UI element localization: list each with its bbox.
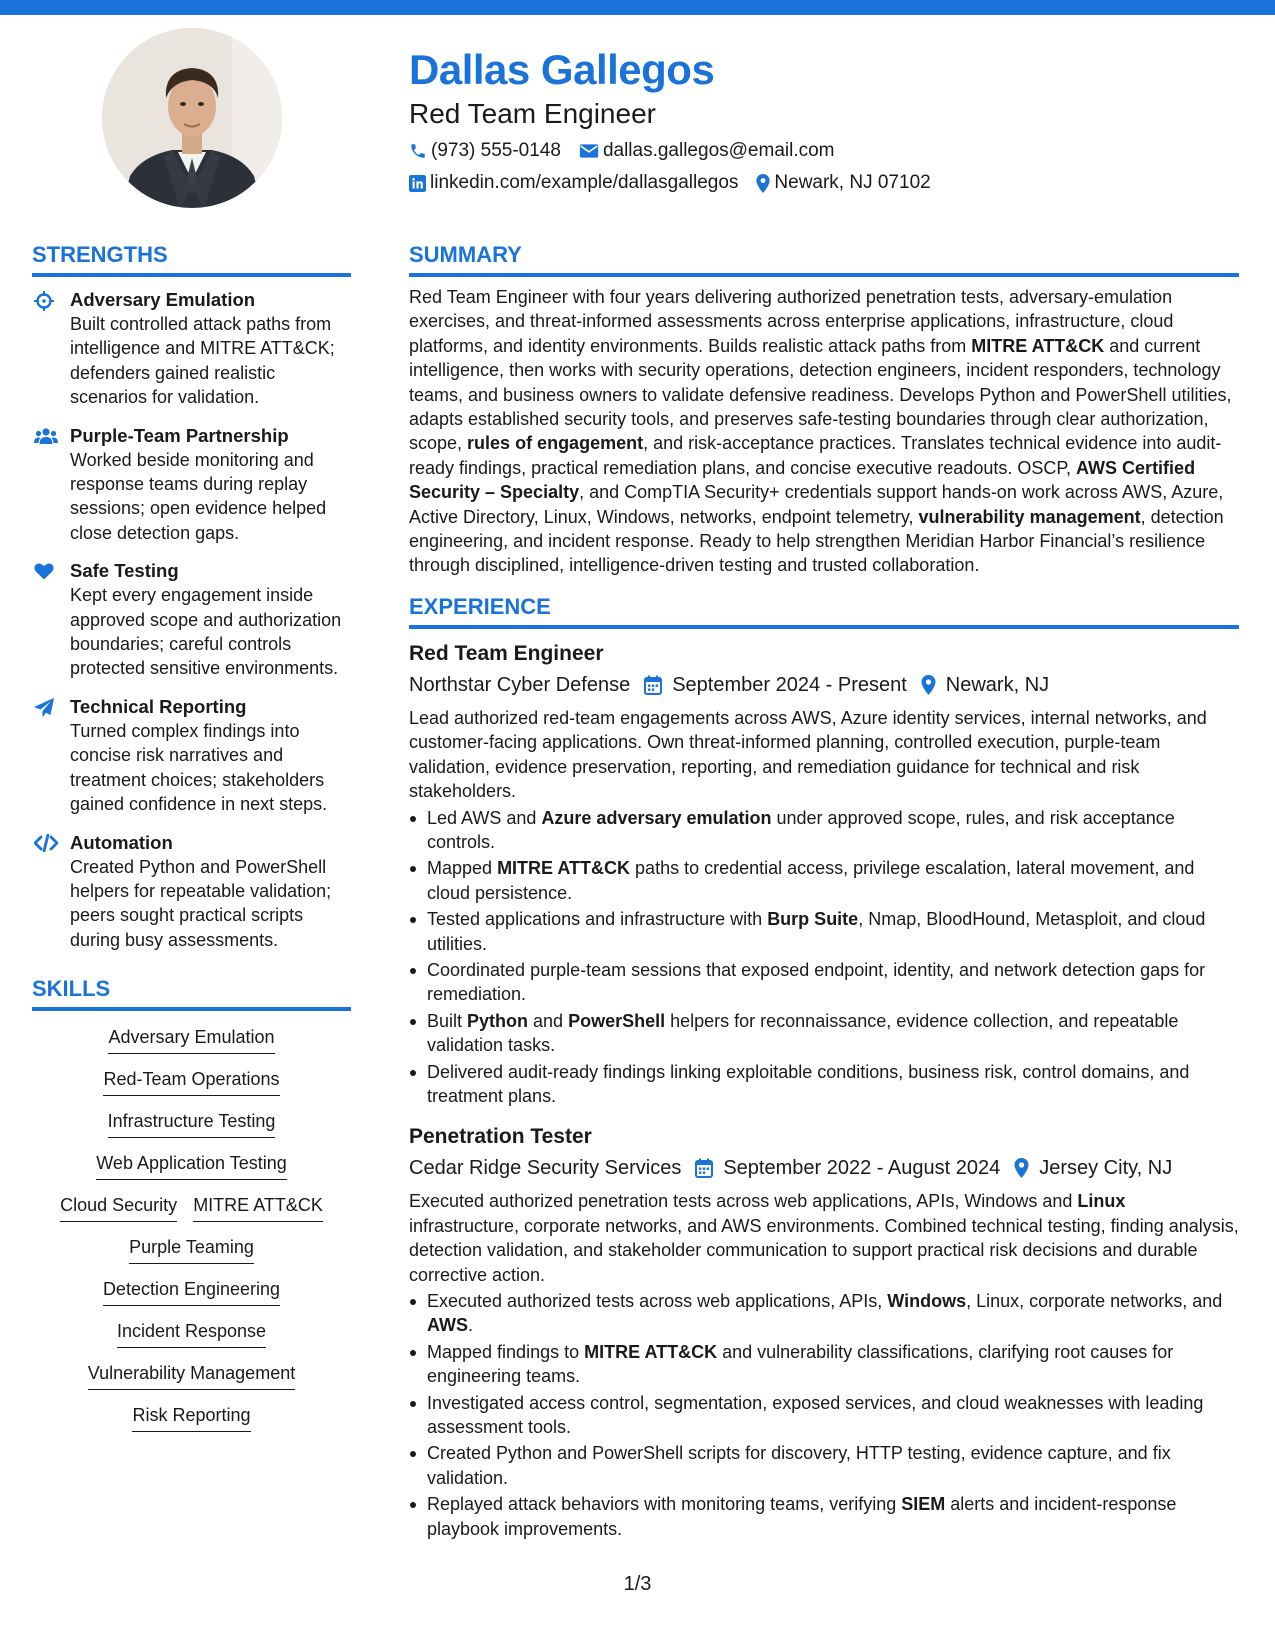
company-item bbox=[409, 670, 630, 700]
email-text: dallas.gallegos@email.com bbox=[602, 140, 835, 161]
linkedin-icon bbox=[409, 175, 426, 192]
job-entry bbox=[409, 639, 1239, 1109]
job-desc-segment: Executed authorized penetration tests across web applications, APIs, Windows and bbox=[409, 1191, 1078, 1212]
bullet-emphasis: Azure adversary emulation bbox=[541, 807, 772, 828]
right-column bbox=[409, 240, 1239, 1543]
bullet-item bbox=[409, 1441, 1239, 1490]
map-pin-icon bbox=[921, 675, 936, 695]
company-name: Northstar Cyber Defense bbox=[409, 673, 631, 696]
contact-row-1 bbox=[409, 138, 1229, 164]
envelope-icon bbox=[579, 143, 599, 159]
skill-tag: Vulnerability Management bbox=[88, 1361, 295, 1390]
strength-item bbox=[32, 288, 351, 410]
strength-title: Purple-Team Partnership bbox=[70, 424, 289, 446]
bullet-item bbox=[409, 1009, 1239, 1058]
left-column bbox=[32, 240, 351, 1445]
skill-tag: Risk Reporting bbox=[132, 1403, 250, 1432]
summary-segment: , and CompTIA Security+ credentials support hands-on work across AWS, Azure, Active Directory, Linux, Windows, networks, endpoint telemetry, bbox=[409, 482, 1224, 527]
bullet-segment: Coordinated purple-team sessions that exposed endpoint, identity, and network detection gaps for remediation. bbox=[427, 959, 1206, 1005]
strength-title: Safe Testing bbox=[70, 560, 179, 582]
bullet-emphasis: PowerShell bbox=[568, 1010, 666, 1031]
bullet-emphasis: Python bbox=[467, 1010, 529, 1031]
bullet-emphasis: MITRE ATT&CK bbox=[497, 858, 631, 879]
profile-photo bbox=[102, 28, 282, 208]
job-dates: September 2022 - August 2024 bbox=[723, 1157, 1001, 1180]
skills-heading: SKILLS bbox=[32, 974, 351, 1011]
company-name: Cedar Ridge Security Services bbox=[409, 1157, 682, 1180]
job-entry bbox=[409, 1122, 1239, 1541]
phone-text: (973) 555-0148 bbox=[431, 140, 561, 161]
skill-tag: Infrastructure Testing bbox=[108, 1109, 276, 1138]
job-meta bbox=[409, 1153, 1239, 1183]
strength-item bbox=[32, 831, 351, 953]
bullet-segment: . bbox=[468, 1315, 474, 1336]
summary-emphasis: MITRE ATT&CK bbox=[971, 335, 1105, 356]
bullet-item bbox=[409, 1492, 1239, 1541]
summary-segment: and current intelligence, then works with security operations, detection engineers, incident responders, technology teams, and business owners to validate defensive readiness. Develops Python and PowerShell utilities, adapts established security tools, and preserves safe-testing boundaries through clear authorization, scope, bbox=[409, 335, 1232, 454]
summary-emphasis: vulnerability management bbox=[918, 506, 1141, 527]
bullet-item bbox=[409, 1060, 1239, 1109]
calendar-icon bbox=[644, 675, 662, 695]
bullet-item bbox=[409, 856, 1239, 905]
strengths-heading: STRENGTHS bbox=[32, 240, 351, 277]
phone-item[interactable] bbox=[409, 138, 561, 164]
skill-tag: MITRE ATT&CK bbox=[193, 1193, 323, 1222]
job-description bbox=[409, 706, 1239, 804]
skill-row bbox=[80, 1361, 303, 1390]
skill-tag: Cloud Security bbox=[60, 1193, 177, 1222]
job-description bbox=[409, 1189, 1239, 1287]
strength-desc: Kept every engagement inside approved scope and authorization boundaries; careful controls protected sensitive environments. bbox=[70, 585, 342, 679]
map-pin-icon bbox=[756, 174, 770, 193]
job-bullets bbox=[409, 1289, 1239, 1541]
bullet-segment: and bbox=[528, 1010, 569, 1031]
strength-title: Adversary Emulation bbox=[70, 289, 256, 310]
summary-segment: Red Team Engineer with four years delivering authorized penetration tests, adversary-emulation exercises, and threat-informed assessments across enterprise applications, infrastructure, cloud platforms, and identity environments. Builds realistic attack paths from bbox=[409, 287, 1174, 356]
bullet-segment: Built bbox=[427, 1010, 468, 1031]
phone-icon bbox=[409, 142, 427, 160]
job-location-item bbox=[1014, 1153, 1172, 1183]
bullet-item bbox=[409, 1289, 1239, 1338]
linkedin-text: linkedin.com/example/dallasgallegos bbox=[430, 172, 739, 193]
job-bullets bbox=[409, 806, 1239, 1109]
experience-heading: EXPERIENCE bbox=[409, 592, 1239, 629]
skill-tag: Incident Response bbox=[117, 1319, 266, 1348]
job-meta bbox=[409, 670, 1239, 700]
summary-emphasis: rules of engagement bbox=[467, 433, 644, 454]
strength-title: Technical Reporting bbox=[70, 695, 247, 717]
strength-item bbox=[32, 559, 351, 681]
skill-tag: Adversary Emulation bbox=[108, 1025, 274, 1054]
bullet-item bbox=[409, 1391, 1239, 1440]
email-item[interactable] bbox=[579, 138, 835, 164]
bullet-emphasis: Windows bbox=[887, 1291, 967, 1311]
job-location-item bbox=[921, 670, 1049, 700]
bullet-segment: Tested applications and infrastructure with bbox=[427, 909, 768, 930]
strength-desc: Created Python and PowerShell helpers for repeatable validation; peers sought practical scripts during busy assessments. bbox=[70, 856, 332, 950]
candidate-name: Dallas Gallegos bbox=[409, 46, 715, 93]
job-title: Red Team Engineer bbox=[409, 641, 604, 665]
job-desc-emphasis: Linux bbox=[1077, 1191, 1126, 1212]
company-item bbox=[409, 1153, 681, 1183]
skill-row bbox=[100, 1109, 284, 1138]
bullet-segment: , Linux, corporate networks, and bbox=[966, 1291, 1223, 1311]
bullet-emphasis: MITRE ATT&CK bbox=[584, 1341, 718, 1362]
bullet-segment: Investigated access control, segmentation, exposed services, and cloud weaknesses with leading assessment tools. bbox=[427, 1392, 1204, 1438]
summary-text bbox=[409, 285, 1239, 578]
bullet-segment: Replayed attack behaviors with monitoring teams, verifying bbox=[427, 1494, 902, 1515]
skill-row bbox=[88, 1151, 294, 1180]
skill-tag: Purple Teaming bbox=[129, 1235, 254, 1264]
job-title: Penetration Tester bbox=[409, 1125, 592, 1149]
bullet-emphasis: AWS bbox=[427, 1315, 469, 1336]
location-text: Newark, NJ 07102 bbox=[774, 172, 931, 193]
bullet-item bbox=[409, 1340, 1239, 1389]
crosshairs-icon bbox=[34, 291, 54, 311]
strength-desc: Built controlled attack paths from intelligence and MITRE ATT&CK; defenders gained realistic scenarios for validation. bbox=[70, 314, 335, 408]
bullet-segment: Executed authorized tests across web applications, APIs, bbox=[427, 1291, 888, 1311]
skills-list bbox=[32, 1025, 351, 1445]
skill-tag: Detection Engineering bbox=[103, 1277, 280, 1306]
summary-segment: , detection engineering, and incident response. Ready to help strengthen Meridian Harbor Financial’s resilience through disciplined, intelligence-driven testing and trusted collaboration. bbox=[409, 506, 1224, 576]
bullet-segment: Created Python and PowerShell scripts for discovery, HTTP testing, evidence capture, and fix validation. bbox=[427, 1443, 1171, 1488]
bullet-segment: helpers for reconnaissance, evidence collection, and repeatable validation tasks. bbox=[427, 1010, 1179, 1056]
bullet-segment: Mapped bbox=[427, 858, 498, 879]
job-desc-segment: infrastructure, corporate networks, and AWS environments. Combined technical testing, finding analysis, detection validation, and stakeholder communication to support practical risk decisions and durable corrective action. bbox=[409, 1215, 1239, 1285]
skill-row bbox=[109, 1319, 274, 1348]
bullet-item bbox=[409, 806, 1239, 855]
dates-item bbox=[695, 1153, 1000, 1183]
heart-icon bbox=[34, 562, 54, 580]
bullet-segment: under approved scope, rules, and risk acceptance controls. bbox=[427, 807, 1175, 852]
strength-item bbox=[32, 424, 351, 546]
strength-desc: Worked beside monitoring and response teams during replay sessions; open evidence helped close detection gaps. bbox=[70, 449, 327, 543]
strength-desc: Turned complex findings into concise risk narratives and treatment choices; stakeholders gained confidence in next steps. bbox=[70, 720, 328, 815]
job-location: Jersey City, NJ bbox=[1039, 1157, 1173, 1180]
bullet-segment: Mapped findings to bbox=[427, 1341, 585, 1362]
location-item bbox=[756, 170, 930, 196]
users-icon bbox=[34, 427, 58, 445]
job-dates: September 2024 - Present bbox=[672, 673, 907, 696]
skill-tag: Red-Team Operations bbox=[103, 1067, 279, 1096]
paper-plane-icon bbox=[34, 698, 54, 718]
bullet-item bbox=[409, 907, 1239, 956]
skill-row bbox=[121, 1235, 262, 1264]
skill-row bbox=[52, 1193, 331, 1222]
strength-title: Automation bbox=[70, 831, 173, 853]
summary-heading: SUMMARY bbox=[409, 240, 1239, 277]
calendar-icon bbox=[695, 1158, 713, 1178]
bullet-segment: , Nmap, BloodHound, Metasploit, and cloud utilities. bbox=[427, 909, 1206, 954]
bullet-emphasis: SIEM bbox=[901, 1494, 946, 1515]
skill-row bbox=[100, 1025, 282, 1054]
contact-row-2 bbox=[409, 170, 1229, 196]
job-location: Newark, NJ bbox=[945, 673, 1050, 696]
bullet-segment: paths to credential access, privilege escalation, lateral movement, and cloud persistence. bbox=[427, 858, 1195, 903]
skill-tag: Web Application Testing bbox=[96, 1151, 286, 1180]
skill-row bbox=[124, 1403, 258, 1432]
linkedin-item[interactable] bbox=[409, 170, 738, 196]
summary-emphasis: AWS Certified Security – Specialty bbox=[409, 457, 1196, 503]
code-icon bbox=[34, 834, 58, 852]
summary-segment: , and risk-acceptance practices. Translates technical evidence into audit-ready findings, practical remediation plans, and concise executive readouts. OSCP, bbox=[409, 433, 1222, 478]
dates-item bbox=[644, 670, 907, 700]
job-desc-segment: Lead authorized red-team engagements across AWS, Azure identity services, internal networks, and customer-facing applications. Own threat-informed planning, controlled execution, purple-team validation, evidence preservation, reporting, and remediation guidance for technical and risk stakeholders. bbox=[409, 707, 1207, 802]
strengths-list bbox=[32, 288, 351, 952]
map-pin-icon bbox=[1014, 1158, 1029, 1178]
bullet-segment: Delivered audit-ready findings linking exploitable conditions, business risk, control domains, and treatment plans. bbox=[427, 1061, 1190, 1106]
resume-header bbox=[409, 42, 1229, 196]
skill-row bbox=[95, 1067, 287, 1096]
page-number: 1/3 bbox=[623, 1573, 652, 1595]
bullet-item bbox=[409, 958, 1239, 1007]
skill-row bbox=[95, 1277, 288, 1306]
top-accent-bar bbox=[0, 0, 1275, 15]
bullet-segment: alerts and incident-response playbook improvements. bbox=[427, 1494, 1177, 1539]
bullet-segment: Led AWS and bbox=[427, 807, 542, 828]
candidate-title: Red Team Engineer bbox=[409, 98, 656, 129]
strength-item bbox=[32, 695, 351, 817]
bullet-segment: and vulnerability classifications, clarifying root causes for engineering teams. bbox=[427, 1341, 1174, 1387]
bullet-emphasis: Burp Suite bbox=[767, 909, 859, 930]
